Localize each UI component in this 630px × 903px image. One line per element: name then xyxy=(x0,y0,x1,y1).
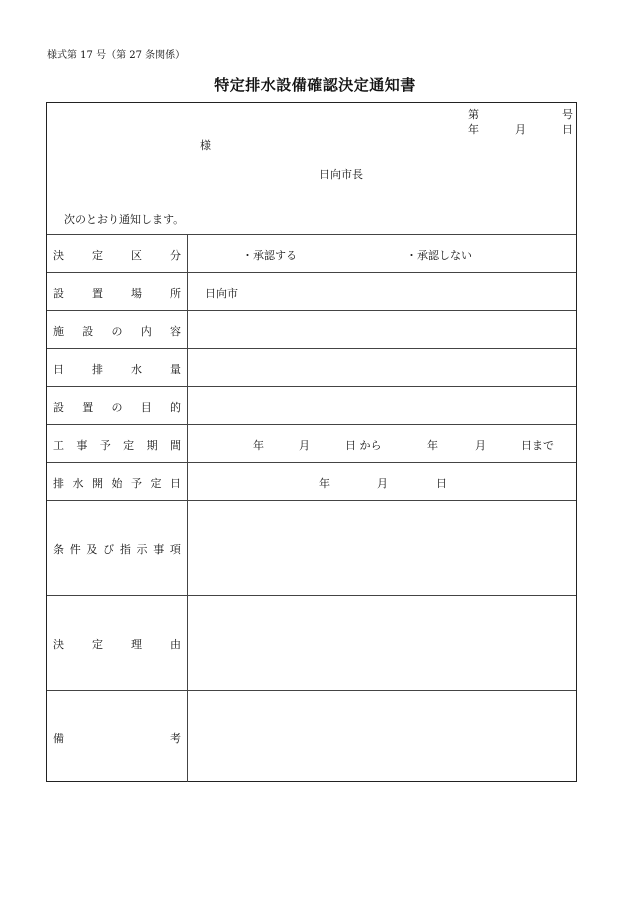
label-char: 事 xyxy=(153,543,165,556)
start-date-day: 日 xyxy=(436,477,447,490)
row-divider xyxy=(47,595,576,596)
approve-option[interactable]: ・承認する xyxy=(242,249,297,262)
label-char: 理 xyxy=(131,638,142,651)
label-char: 予 xyxy=(131,477,142,490)
conditions-label xyxy=(53,541,181,557)
notice-form-table xyxy=(46,102,577,782)
label-char: 開 xyxy=(92,477,103,490)
row-divider xyxy=(47,462,576,463)
period-end-day: 日まで xyxy=(521,439,554,452)
label-char: 始 xyxy=(111,477,123,490)
label-char: 内 xyxy=(140,325,152,338)
date-day-label: 日 xyxy=(562,123,573,136)
label-char: 排 xyxy=(92,363,103,376)
period-end-year: 年 xyxy=(427,439,438,452)
label-char: 日 xyxy=(53,363,64,376)
label-char: 期 xyxy=(146,439,158,452)
addressee-suffix: 様 xyxy=(200,139,211,152)
label-char: 目 xyxy=(140,401,152,414)
label-char: 場 xyxy=(131,287,142,300)
row-divider xyxy=(47,386,576,387)
content-label xyxy=(53,323,181,339)
period-start-day: 日 から xyxy=(345,439,382,452)
decision-label xyxy=(53,247,181,263)
column-divider xyxy=(187,235,188,782)
location-value: 日向市 xyxy=(205,287,238,300)
label-char: 由 xyxy=(170,638,181,651)
label-char: 示 xyxy=(136,543,148,556)
label-char: 項 xyxy=(169,543,181,556)
label-char: 件 xyxy=(69,543,81,556)
label-char: 条 xyxy=(53,543,64,556)
label-char: 日 xyxy=(170,477,181,490)
label-char: 水 xyxy=(131,363,142,376)
label-char: 水 xyxy=(72,477,84,490)
sender-name: 日向市長 xyxy=(319,168,363,181)
reason-label xyxy=(53,636,181,652)
label-char: 所 xyxy=(170,287,181,300)
location-label xyxy=(53,285,181,301)
label-char: 定 xyxy=(92,638,103,651)
label-char: 分 xyxy=(170,249,181,262)
row-divider xyxy=(47,348,576,349)
purpose-label xyxy=(53,399,181,415)
construction-period-label xyxy=(53,437,181,453)
notice-number-prefix: 第 xyxy=(468,108,479,121)
notice-number-suffix: 号 xyxy=(562,108,573,121)
document-title: 特定排水設備確認決定通知書 xyxy=(214,76,416,94)
remarks-label xyxy=(53,730,181,746)
label-char: 排 xyxy=(53,477,64,490)
label-char: 設 xyxy=(53,287,64,300)
label-char: 区 xyxy=(131,249,142,262)
row-divider xyxy=(47,424,576,425)
label-char: び xyxy=(103,543,115,556)
label-char: 定 xyxy=(150,477,162,490)
row-divider xyxy=(47,690,576,691)
label-char: 量 xyxy=(170,363,181,376)
reject-option[interactable]: ・承認しない xyxy=(406,249,472,262)
label-char: 定 xyxy=(92,249,103,262)
label-char: の xyxy=(111,325,123,338)
row-divider xyxy=(47,310,576,311)
label-char: 工 xyxy=(53,439,64,452)
label-char: 決 xyxy=(53,638,64,651)
label-char: 及 xyxy=(86,543,98,556)
label-char: 定 xyxy=(123,439,135,452)
label-char: 考 xyxy=(170,732,181,745)
row-divider xyxy=(47,272,576,273)
label-char: 置 xyxy=(82,401,94,414)
row-divider xyxy=(47,500,576,501)
label-char: 指 xyxy=(119,543,131,556)
label-char: 事 xyxy=(76,439,88,452)
period-end-month: 月 xyxy=(475,439,486,452)
label-char: 設 xyxy=(53,401,64,414)
date-month-label: 月 xyxy=(515,123,526,136)
row-divider xyxy=(47,234,576,235)
intro-text: 次のとおり通知します。 xyxy=(64,213,185,226)
period-start-month: 月 xyxy=(299,439,310,452)
date-year-label: 年 xyxy=(468,123,479,136)
label-char: の xyxy=(111,401,123,414)
period-start-year: 年 xyxy=(253,439,264,452)
daily-discharge-label xyxy=(53,361,181,377)
label-char: 間 xyxy=(169,439,181,452)
label-char: 決 xyxy=(53,249,64,262)
form-number: 様式第 17 号（第 27 条関係） xyxy=(47,50,186,61)
start-date-month: 月 xyxy=(377,477,388,490)
label-char: 備 xyxy=(53,732,64,745)
start-date-label xyxy=(53,475,181,491)
label-char: 予 xyxy=(99,439,111,452)
start-date-year: 年 xyxy=(319,477,330,490)
label-char: 置 xyxy=(92,287,103,300)
label-char: 的 xyxy=(170,401,181,414)
label-char: 施 xyxy=(53,325,64,338)
label-char: 設 xyxy=(82,325,94,338)
label-char: 容 xyxy=(170,325,181,338)
